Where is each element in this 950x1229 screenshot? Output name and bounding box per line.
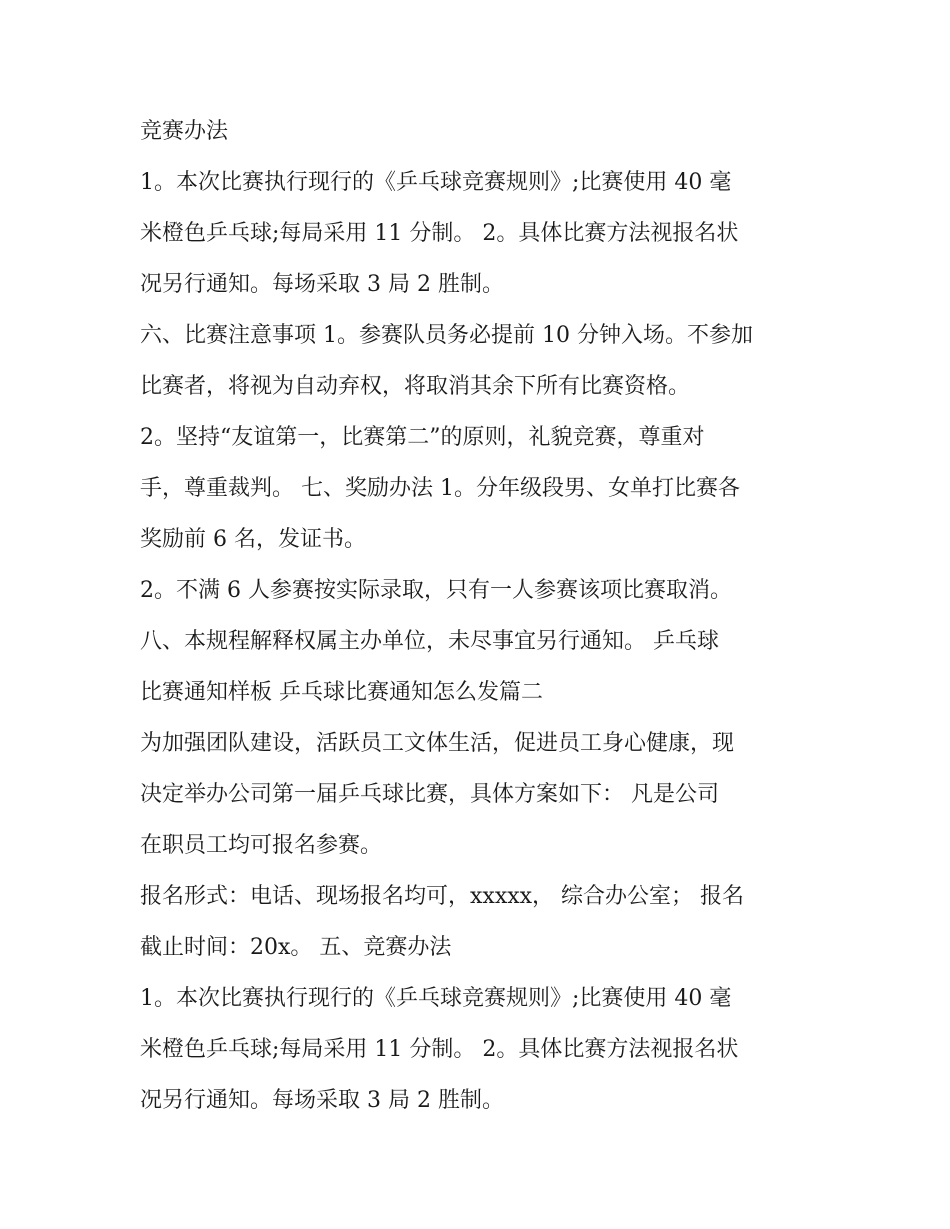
text-line: 况另行通知。每场采取 3 局 2 胜制。 xyxy=(140,272,504,297)
text-line: 手，尊重裁判。 七、奖励办法 1。分年级段男、女单打比赛各 xyxy=(140,476,740,501)
text-line: 八、本规程解释权属主办单位，未尽事宜另行通知。 乒乓球 xyxy=(140,629,719,654)
document-body xyxy=(140,106,830,1126)
text-line: 2。不满 6 人参赛按实际录取，只有一人参赛该项比赛取消。 xyxy=(140,578,732,603)
text-line: 截止时间：20x。 五、竞赛办法 xyxy=(140,935,452,960)
text-line: 1。本次比赛执行现行的《乒乓球竞赛规则》;比赛使用 40 毫 xyxy=(140,986,732,1011)
text-line: 为加强团队建设，活跃员工文体生活，促进员工身心健康，现 xyxy=(140,731,735,756)
text-line: 决定举办公司第一届乒乓球比赛，具体方案如下： 凡是公司 xyxy=(140,782,719,807)
text-line: 2。坚持“友谊第一，比赛第二”的原则，礼貌竞赛，尊重对 xyxy=(140,425,705,450)
text-line: 在职员工均可报名参赛。 xyxy=(140,833,383,858)
text-line: 况另行通知。每场采取 3 局 2 胜制。 xyxy=(140,1088,504,1113)
text-line: 报名形式：电话、现场报名均可，xxxxx， 综合办公室； 报名 xyxy=(140,884,745,909)
text-line: 米橙色乒乓球;每局采用 11 分制。 2。具体比赛方法视报名状 xyxy=(140,1037,739,1062)
text-line: 米橙色乒乓球;每局采用 11 分制。 2。具体比赛方法视报名状 xyxy=(140,221,739,246)
section-heading: 竞赛办法 xyxy=(140,119,229,144)
text-line: 比赛者，将视为自动弃权，将取消其余下所有比赛资格。 xyxy=(140,374,691,399)
text-line: 六、比赛注意事项 1。参赛队员务必提前 10 分钟入场。不参加 xyxy=(140,323,753,348)
text-line: 比赛通知样板 乒乓球比赛通知怎么发篇二 xyxy=(140,680,543,705)
text-line: 1。本次比赛执行现行的《乒乓球竞赛规则》;比赛使用 40 毫 xyxy=(140,170,732,195)
text-line: 奖励前 6 名，发证书。 xyxy=(140,527,366,552)
